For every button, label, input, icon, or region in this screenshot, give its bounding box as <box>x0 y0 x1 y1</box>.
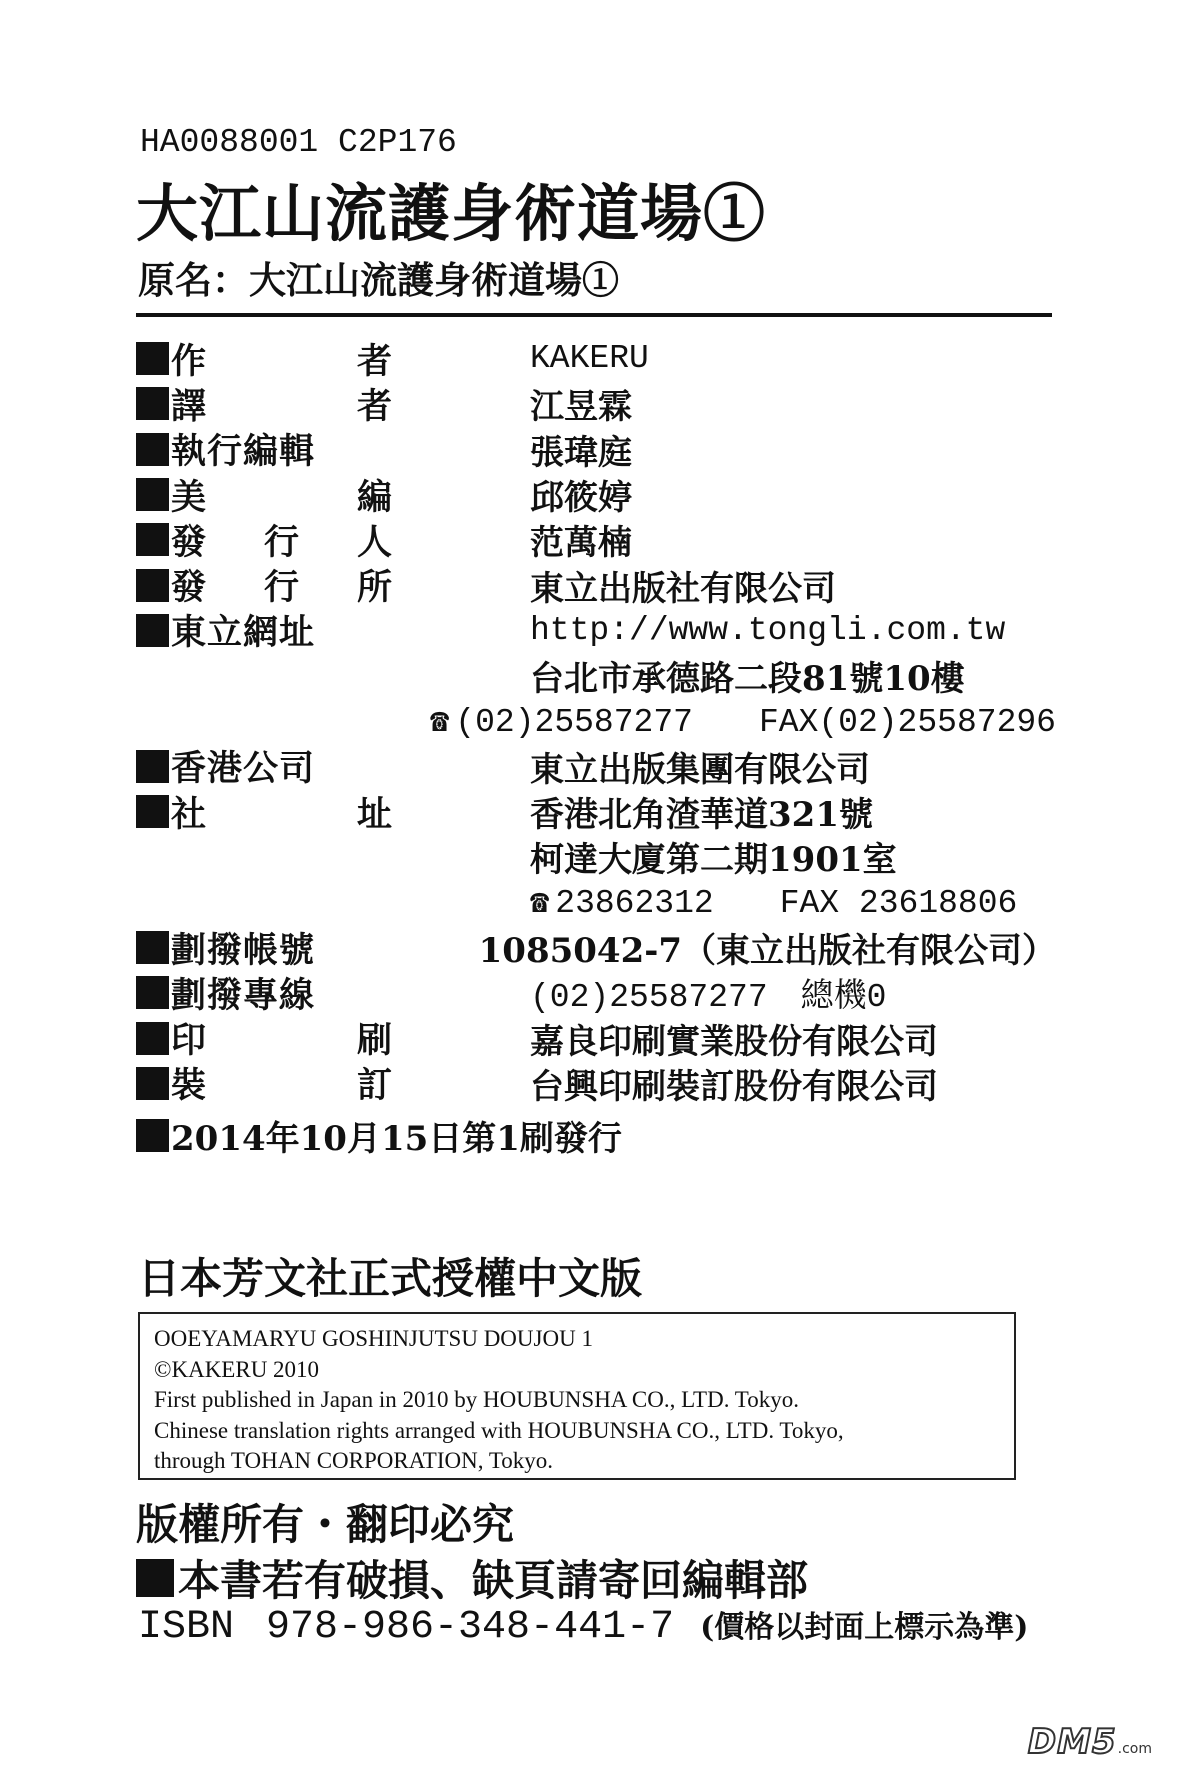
credit-label-char: 所 <box>356 567 392 609</box>
bullet-square-icon <box>136 750 169 783</box>
bullet-square-icon <box>136 931 169 964</box>
credit-label-char: 帳 <box>243 929 280 971</box>
credit-value: (02)25587277 總機0 <box>530 979 887 1017</box>
credit-label-char: 訂 <box>356 1065 392 1107</box>
credit-label <box>136 424 392 474</box>
credit-row <box>136 925 1056 970</box>
credit-value: 柯達大廈第二期1901室 <box>530 840 897 881</box>
rights-line: First published in Japan in 2010 by HOUBUNSHA CO., LTD. Tokyo. <box>154 1387 799 1412</box>
rights-line: OOEYAMARYU GOSHINJUTSU DOUJOU 1 <box>154 1326 593 1351</box>
credit-label-char: 印 <box>171 1020 207 1062</box>
credit-value <box>392 882 1017 922</box>
credit-value: 台興印刷裝訂股份有限公司 <box>530 1066 938 1107</box>
credit-label-char: 行 <box>263 521 299 563</box>
credit-label <box>136 334 392 384</box>
credit-row <box>136 381 1056 426</box>
credit-label-char: 發 <box>171 521 207 563</box>
credit-label-text <box>171 923 341 973</box>
credits-list <box>136 336 1056 1106</box>
credit-label-text <box>171 787 392 837</box>
bullet-square-icon <box>136 795 169 828</box>
credit-row <box>136 1061 1056 1106</box>
credit-label <box>136 560 392 610</box>
bullet-square-icon <box>136 523 169 556</box>
credit-label <box>136 968 392 1018</box>
rights-box <box>138 1312 1016 1480</box>
credit-label-text <box>171 515 392 565</box>
price-note: (價格以封面上標示為準) <box>700 1610 1029 1645</box>
credit-value <box>292 701 1056 741</box>
credit-label-text <box>171 741 392 791</box>
book-title: 大江山流護身術道場① <box>136 177 767 250</box>
credit-value: 張瑋庭 <box>530 432 632 473</box>
credit-row <box>136 880 1056 925</box>
credit-label <box>136 605 392 655</box>
credit-label-char: 行 <box>263 567 299 609</box>
credit-value: 東立出版社有限公司 <box>530 568 836 609</box>
credit-row <box>136 472 1056 517</box>
credit-label <box>136 470 392 520</box>
credit-label-text <box>171 605 392 655</box>
credit-label <box>136 923 341 973</box>
credit-label-char: 港 <box>207 748 244 790</box>
site-watermark <box>1028 1722 1152 1762</box>
credit-row <box>136 970 1056 1015</box>
phone-number: (02)25587277 <box>455 704 693 742</box>
credit-label-char: 專 <box>243 974 280 1016</box>
title-divider <box>136 313 1052 317</box>
credit-label <box>136 787 392 837</box>
telephone-icon: ☎ <box>530 885 550 923</box>
watermark-logo: DM5 <box>1027 1722 1117 1762</box>
credit-label-char: 撥 <box>207 974 244 1016</box>
rights-line: through TOHAN CORPORATION, Tokyo. <box>154 1448 554 1473</box>
credit-row <box>136 744 1056 789</box>
telephone-icon: ☎ <box>430 704 450 742</box>
credit-row <box>136 1015 1056 1060</box>
bullet-square-icon <box>136 1022 169 1055</box>
credit-value: 江昱霖 <box>530 387 632 428</box>
license-heading: 日本芳文社正式授權中文版 <box>138 1254 643 1303</box>
credit-row <box>136 698 1056 743</box>
credit-label-char: 編 <box>356 476 392 518</box>
credit-label <box>136 379 392 429</box>
bullet-square-icon <box>136 478 169 511</box>
credit-label-char: 刷 <box>356 1020 392 1062</box>
credit-label-char: 號 <box>279 929 316 971</box>
bullet-square-icon <box>136 433 169 466</box>
bullet-square-icon <box>136 1067 169 1100</box>
credit-label-char: 裝 <box>171 1065 207 1107</box>
credit-label-char: 美 <box>171 476 207 518</box>
watermark-suffix: .com <box>1117 1741 1152 1757</box>
credit-label-text <box>171 1058 392 1108</box>
credit-row <box>136 834 1056 879</box>
catalog-code: HA0088001 C2P176 <box>140 124 457 161</box>
credit-label-char: 網 <box>243 612 280 654</box>
credit-label-char: 行 <box>207 431 244 473</box>
credit-label-char: 輯 <box>279 431 316 473</box>
credit-label <box>136 1058 392 1108</box>
credit-label <box>136 1013 392 1063</box>
credit-label-text <box>171 968 392 1018</box>
credit-label-char: 發 <box>171 567 207 609</box>
credit-label-char: 線 <box>279 974 316 1016</box>
credit-label-text <box>171 560 392 610</box>
bullet-square-icon <box>136 614 169 647</box>
isbn-label: ISBN <box>138 1605 235 1650</box>
credit-label-char: 者 <box>356 385 392 427</box>
credit-label-char: 址 <box>356 793 392 835</box>
credit-label-char: 司 <box>279 748 316 790</box>
edition-date <box>136 1111 622 1160</box>
rights-line: Chinese translation rights arranged with HOUBUNSHA CO., LTD. Tokyo, <box>154 1417 844 1443</box>
credit-row <box>136 517 1056 562</box>
fax-number: FAX 23618806 <box>779 885 1018 923</box>
credit-label-text <box>171 1013 392 1063</box>
fax-number: FAX(02)25587296 <box>758 704 1056 742</box>
credit-label-char: 人 <box>356 521 392 563</box>
original-title: 原名：大江山流護身術道場① <box>138 258 619 302</box>
credit-label <box>136 741 392 791</box>
credit-value: http://www.tongli.com.tw <box>530 611 1006 649</box>
credit-label-char: 作 <box>171 340 207 382</box>
credit-label-char: 社 <box>171 793 207 835</box>
credit-row <box>136 789 1056 834</box>
rights-line: ©KAKERU 2010 <box>154 1356 320 1382</box>
credit-label-char: 執 <box>171 431 208 473</box>
credit-value: 1085042-7（東立出版社有限公司） <box>478 931 1056 972</box>
credit-label-char: 東 <box>171 612 208 654</box>
bullet-square-icon <box>136 976 169 1009</box>
credit-label-char: 址 <box>279 612 316 654</box>
damaged-note-text: 本書若有破損、缺頁請寄回編輯部 <box>178 1556 809 1605</box>
bullet-square-icon <box>136 569 169 602</box>
damaged-book-note <box>136 1548 808 1608</box>
credit-value: 台北市承德路二段81號10樓 <box>530 659 965 700</box>
phone-number: 23862312 <box>555 885 714 923</box>
credit-label-text <box>171 424 392 474</box>
credit-row <box>136 562 1056 607</box>
credit-value: 范萬楠 <box>530 523 632 564</box>
bullet-square-icon <box>136 342 169 375</box>
credit-value: KAKERU <box>530 340 649 378</box>
credit-label-char: 者 <box>356 340 392 382</box>
credit-value: 嘉良印刷實業股份有限公司 <box>530 1021 938 1062</box>
credit-value: 東立出版集團有限公司 <box>530 749 870 790</box>
credit-label <box>136 515 392 565</box>
credit-row <box>136 336 1056 381</box>
credit-value: 邱筱婷 <box>530 478 632 519</box>
bullet-square-icon <box>136 1559 174 1597</box>
isbn-line <box>138 1602 1028 1650</box>
credit-label-char: 撥 <box>207 929 244 971</box>
isbn-number: 978-986-348-441-7 <box>266 1605 675 1650</box>
bullet-square-icon <box>136 387 169 420</box>
credit-label-text <box>171 379 392 429</box>
credit-row <box>136 608 1056 653</box>
all-rights-reserved: 版權所有・翻印必究 <box>136 1500 515 1549</box>
credit-label-char: 劃 <box>171 974 208 1016</box>
credit-label-char: 譯 <box>171 385 207 427</box>
credit-row <box>136 653 1056 698</box>
credit-value: 香港北角渣華道321號 <box>530 795 873 836</box>
credit-row <box>136 427 1056 472</box>
credit-label-text <box>171 470 392 520</box>
credit-label-text <box>171 334 392 384</box>
edition-date-text: 2014年10月15日第1刷發行 <box>171 1119 622 1159</box>
credit-label-char: 立 <box>207 612 244 654</box>
credit-label-char: 編 <box>243 431 280 473</box>
credit-label-char: 香 <box>171 748 208 790</box>
bullet-square-icon <box>136 1119 169 1152</box>
credit-label-char: 公 <box>243 748 280 790</box>
credit-label-char: 劃 <box>171 929 208 971</box>
